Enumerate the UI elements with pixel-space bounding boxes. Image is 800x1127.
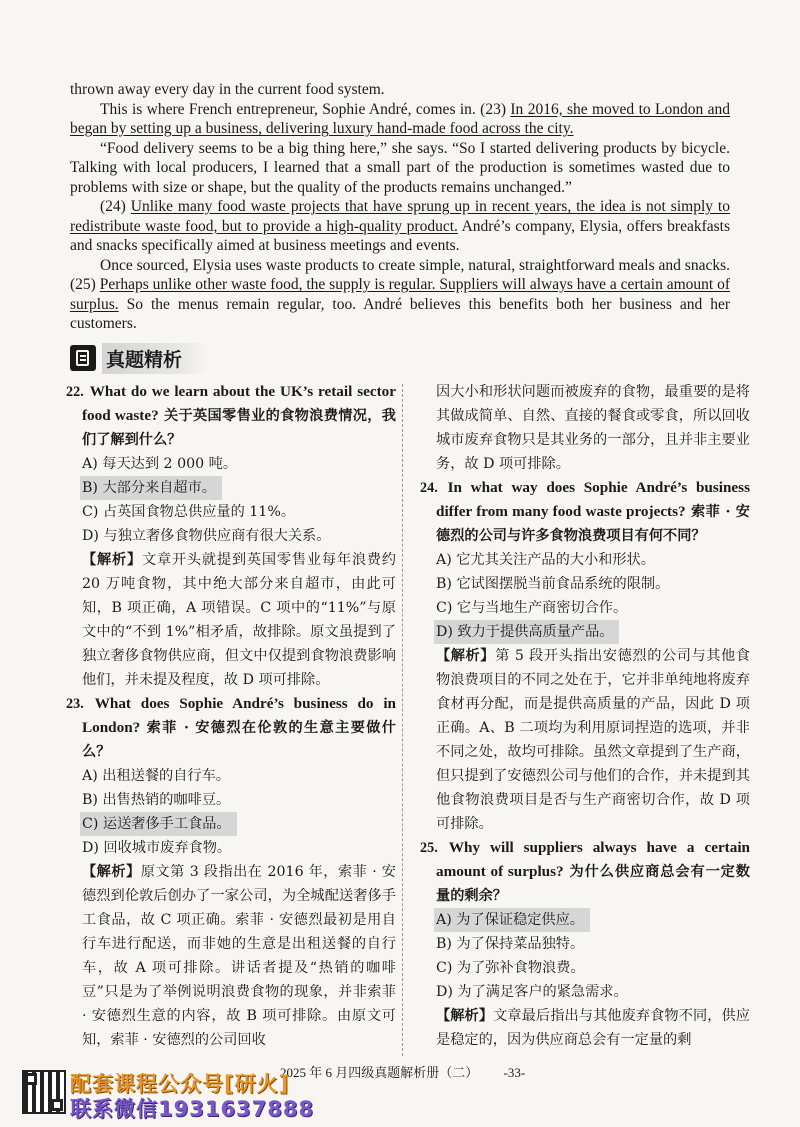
option-c: C) 为了弥补食物浪费。 bbox=[436, 960, 585, 976]
watermark-line1: 配套课程公众号[研火] bbox=[70, 1072, 290, 1096]
watermark-line2: 联系微信1931637888 bbox=[70, 1097, 315, 1121]
option-c: C) 占英国食物总供应量的 11%。 bbox=[82, 504, 296, 520]
option-b: B) 出售热销的咖啡豆。 bbox=[82, 792, 231, 808]
passage-p2: “Food delivery seems to be a big thing here,” she says. “So I started delivering products by bicycle. Talking with local producers, I learned that a small part of the production is sometimes wasted due to problems with size or shape, but the quality of the products remains unchanged.” bbox=[70, 139, 730, 196]
option-c: C) 它与当地生产商密切合作。 bbox=[436, 600, 628, 616]
question-25 bbox=[420, 836, 750, 1052]
option-b: B) 为了保持菜品独特。 bbox=[436, 936, 585, 952]
option-d: D) 回收城市废弃食物。 bbox=[82, 840, 232, 856]
analysis: 【解析】文章最后指出与其他废弃食物不同，供应是稳定的，因为供应商总会有一定量的剩 bbox=[436, 1008, 750, 1048]
left-column bbox=[66, 380, 396, 1052]
question-number: 25. bbox=[420, 840, 438, 856]
option-d: D) 与独立奢侈食物供应商有很大关系。 bbox=[82, 528, 331, 544]
answer-23-underline: In 2016, she moved to London and began by setting up a business, delivering luxury hand-made food across the city. bbox=[70, 100, 730, 137]
page-footer bbox=[280, 1062, 525, 1081]
section-title: 真题精析 bbox=[102, 343, 210, 374]
reading-passage bbox=[70, 80, 730, 334]
question-22 bbox=[66, 380, 396, 692]
footer-title: 2025 年 6 月四级真题解析册（二） bbox=[280, 1065, 479, 1080]
option-a-correct: A) 为了保证稳定供应。 bbox=[434, 908, 590, 932]
question-24 bbox=[420, 476, 750, 836]
question-number: 23. bbox=[66, 696, 84, 712]
right-column bbox=[420, 380, 750, 1052]
question-en: Why will suppliers always have a certain amount of surplus? bbox=[436, 839, 750, 880]
question-en: What does Sophie André’s business do in London? bbox=[82, 695, 396, 736]
option-a: A) 出租送餐的自行车。 bbox=[82, 768, 230, 784]
page-number: -33- bbox=[503, 1065, 526, 1080]
passage-p0: thrown away every day in the current food system. bbox=[70, 81, 385, 98]
option-c-correct: C) 运送奢侈手工食品。 bbox=[80, 812, 237, 836]
question-zh: 索菲 · 安德烈的公司与许多食物浪费项目有何不同？ bbox=[436, 504, 750, 544]
section-header bbox=[70, 344, 210, 372]
option-d: D) 为了满足客户的紧急需求。 bbox=[436, 984, 628, 1000]
answer-25-underline: Perhaps unlike other waste food, the supply is regular. Suppliers will always have a certain amount of surplus. bbox=[70, 276, 731, 313]
passage-p1: This is where French entrepreneur, Sophie André, comes in. (23) In 2016, she moved to London and began by setting up a business, delivering luxury hand-made food across the city. bbox=[70, 100, 730, 137]
passage-p3: (24) Unlike many food waste projects that have sprung up in recent years, the idea is not simply to redistribute waste food, but to provide a high-quality product. André’s company, Elysia, offers breakfasts and snacks specifically aimed at business meetings and events. bbox=[70, 198, 731, 254]
question-zh: 关于英国零售业的食物浪费情况，我们了解到什么？ bbox=[82, 408, 396, 448]
question-zh: 为什么供应商总会有一定数量的剩余？ bbox=[436, 864, 750, 904]
option-a: A) 每天达到 2 000 吨。 bbox=[82, 456, 238, 472]
question-zh: 索菲 · 安德烈在伦敦的生意主要做什么？ bbox=[82, 720, 396, 760]
column-divider bbox=[402, 384, 403, 1056]
option-a: A) 它尤其关注产品的大小和形状。 bbox=[436, 552, 655, 568]
option-b: B) 它试图摆脱当前食品系统的限制。 bbox=[436, 576, 670, 592]
analysis: 【解析】原文第 3 段指出在 2016 年，索菲 · 安德烈到伦敦后创办了一家公司，为全城配送奢侈手工食品，故 C 项正确。索菲 · 安德烈最初是用自行车进行配送，而非她的生意是出租送餐的自行车，故 A 项可排除。讲话者提及“热销的咖啡豆”只是为了举例说明浪费食物的现象，并非索菲 · 安德烈生意的内容，故 B 项可排除。由原文可知，索菲 · 安德烈的公司回收 bbox=[82, 864, 396, 1048]
qr-code-icon bbox=[22, 1070, 66, 1114]
question-number: 22. bbox=[66, 384, 84, 400]
question-en: What do we learn about the UK’s retail sector food waste? bbox=[82, 383, 396, 424]
question-number: 24. bbox=[420, 480, 438, 496]
analysis: 【解析】第 5 段开头指出安德烈的公司与其他食物浪费项目的不同之处在于，它并非单纯地将废弃食材再分配，而是提供高质量的产品，因此 D 项正确。A、B 二项均为利用原词捏造的选项，并非不同之处，故均可排除。虽然文章提到了生产商，但只提到了安德烈公司与他们的合作，并未提到其他食物浪费项目是否与生产商密切合作，故 D 项可排除。 bbox=[436, 648, 750, 832]
question-23 bbox=[66, 692, 396, 1052]
option-b-correct: B) 大部分来自超市。 bbox=[80, 476, 222, 500]
option-d-correct: D) 致力于提供高质量产品。 bbox=[434, 620, 619, 644]
answer-24-underline: Unlike many food waste projects that have sprung up in recent years, the idea is not simply to redistribute waste food, but to provide a high-quality product. bbox=[70, 198, 730, 235]
document-icon bbox=[70, 345, 96, 371]
question-en: In what way does Sophie André’s business differ from many food waste projects? bbox=[436, 479, 750, 520]
analysis: 【解析】文章开头就提到英国零售业每年浪费约 20 万吨食物，其中绝大部分来自超市，由此可知，B 项正确，A 项错误。C 项中的“11%”与原文中的“不到 1%”相矛盾，故排除。原文虽提到了独立奢侈食物供应商，但文中仅提到食物浪费影响他们，并未提及程度，故 D 项可排除。 bbox=[82, 552, 396, 688]
passage-p4: Once sourced, Elysia uses waste products to create simple, natural, straightforward meals and snacks. (25) Perhaps unlike other waste food, the supply is regular. Suppliers will always have a certain amount of surplus. So the menus remain regular, too. André believes this benefits both her business and her customers. bbox=[70, 256, 731, 332]
analysis-continued: 因大小和形状问题而被废弃的食物，最重要的是将其做成简单、自然、直接的餐食或零食，所以回收城市废弃食物只是其业务的一部分，且并非主要业务，故 D 项可排除。 bbox=[436, 384, 750, 472]
